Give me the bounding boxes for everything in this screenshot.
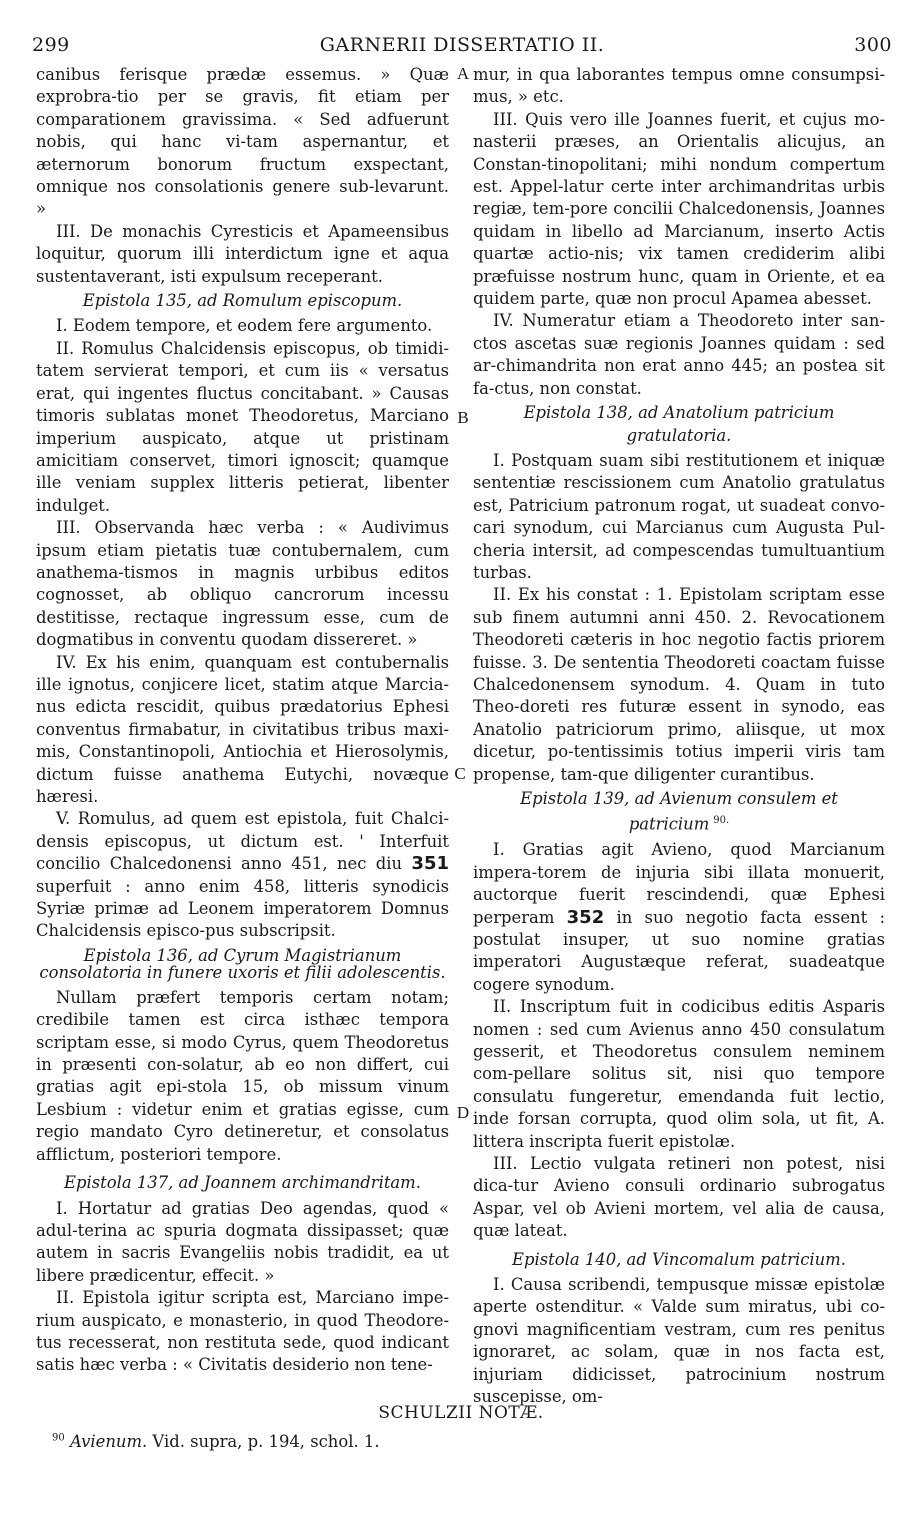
bracket-page-number: 352 — [566, 906, 605, 928]
epistola-heading: Epistola 137, ad Joannem archimandritam. — [64, 1173, 421, 1193]
page-number-right: 300 — [854, 34, 892, 56]
page-number-left: 299 — [32, 34, 70, 56]
bracket-page-number: 351 — [411, 853, 449, 875]
paragraph: I. Causa scribendi, tempusque missæ epistolæ aperte ostenditur. « Valde sum miratus, ubi co-gnovi magnificentiam vestram, cum res penitus ignoraret, ac solam, quæ in nos facta est, injuriam didicisset, patrocinium nostrum suscepisse, om- — [473, 1275, 885, 1407]
epistola-heading: Epistola 136, ad Cyrum Magistrianum consolatoria in funere uxoris et filii adolescentis. — [39, 945, 446, 982]
heading-text: Epistola 139, ad Avienum consulem et patricium — [520, 789, 838, 834]
paragraph: I. Eodem tempore, et eodem fere argumento. — [56, 316, 433, 336]
paragraph — [36, 808, 449, 942]
footnote-text: Vid. supra, p. 194, schol. 1. — [147, 1432, 380, 1451]
paragraph: II. Epistola igitur scripta est, Marciano impe-rium auspicato, e monasterio, in quod Theodore-tus recesserat, non restituta sede, quod indicant satis hæc verba : « Civitatis desiderio non tene- — [36, 1288, 449, 1375]
footnotes-title: SCHULZII NOTÆ. — [378, 1403, 544, 1423]
paragraph: III. Lectio vulgata retineri non potest, nisi dica-tur Avieno consuli ordinario subrogatus Aspar, vel ob Avieni mortem, vel alia de causa, quæ lateat. — [473, 1153, 885, 1241]
paragraph: III. Observanda hæc verba : « Audivimus ipsum etiam pietatis tuæ contubernalem, cum anathema-tismos in magnis urbibus editos cognosset, ab obliquo cancrorum incessu destitisse, rectaque ingressum esse, cum de dogmatibus in conventu quodam dissereret. » — [36, 518, 449, 650]
paragraph: canibus ferisque prædæ essemus. » Quæ exprobra-tio per se gravis, fit etiam per comparationem gravissima. « Sed adfuerunt nobis, qui hanc vi-tam aspernantur, et æternorum bonorum fructum exspectant, omnique nos consolationis genere sub-levarunt. » — [36, 65, 449, 219]
paragraph: II. Romulus Chalcidensis episcopus, ob timidi-tatem servierat tempori, et cum iis « versatus erat, qui ingentes fluctus concitabant. » Causas timoris sublatas monet Theodoretus, Marciano imperium auspicato, atque ut pristinam amicitiam conservet, timori ignoscit; quamque ille veniam supplex litteris petierat, libenter indulget. — [36, 338, 449, 515]
paragraph: IV. Numeratur etiam a Theodoreto inter san-ctos ascetas suæ regionis Joannes quidam : sed ar-chimandrita non erat anno 445; an postea sit fa-ctus, non constat. — [473, 311, 885, 398]
paragraph-text: V. Romulus, ad quem est epistola, fuit Chalci-densis episcopus, ut dictum est. ' Interfuit concilio Chalcedonensi anno 451, nec diu — [36, 809, 449, 874]
right-column — [473, 64, 885, 1408]
epistola-heading: Epistola 135, ad Romulum episcopum. — [82, 291, 403, 311]
footnote-ref: 90. — [713, 815, 730, 827]
paragraph-text: superfuit : anno enim 458, litteris synodicis Syriæ primæ ad Leonem imperatorem Domnus Chalcidensis episco-pus subscripsit. — [36, 876, 449, 941]
paragraph: II. Inscriptum fuit in codicibus editis Asparis nomen : sed cum Avienus anno 450 consulatum gesserit, et Theodoretus consulem neminem com-pellare solitus sit, nisi quo tempore consulatu fungeretur, emendanda fuit lectio, inde forsan corrupta, quod olim sola, ut fit, A. littera inscripta fuerit epistolæ. — [473, 997, 885, 1151]
footnote-number: 90 — [52, 1432, 65, 1444]
epistola-heading: Epistola 138, ad Anatolium patricium gratulatoria. — [523, 403, 835, 445]
margin-letter-b: B — [457, 408, 469, 427]
margin-letter-d: D — [456, 1103, 470, 1122]
running-title: GARNERII DISSERTATIO II. — [319, 34, 605, 56]
paragraph: IV. Ex his enim, quanquam est contubernalis ille ignotus, conjicere licet, statim atque Marcia-nus edicta rescidit, quibus prædatorius Ephesi conventus firmabatur, in civitatibus tribus maxi-mis, Constantinopoli, Antiochia et Hierosolymis, dictum fuisse anathema Eutychi, novæque hæresi. — [36, 652, 449, 806]
paragraph: mur, in qua laborantes tempus omne consumpsi-mus, » etc. — [473, 65, 885, 107]
footnote-name: Avienum. — [69, 1432, 148, 1451]
paragraph: Nullam præfert temporis certam notam; credibile tamen est circa isthæc tempora scriptam esse, si modo Cyrus, quem Theodoretus in præsenti con-solatur, ab eo non differt, cui gratias agit epi-stola 15, ob missum vinum Lesbium : videtur enim et gratias egisse, cum regio mandato Cyro detineretur, et consolatus afflictum, posteriori tempore. — [36, 987, 449, 1164]
footnote — [52, 1432, 380, 1451]
paragraph: III. De monachis Cyresticis et Apameensibus loquitur, quorum illi interdictum igne et aqua sustentaverant, isti expulsum receperant. — [36, 221, 449, 286]
margin-letter-c: C — [454, 764, 466, 783]
paragraph: I. Postquam suam sibi restitutionem et iniquæ sententiæ rescissionem cum Anatolio gratulatus est, Patricium patronum rogat, ut suadeat convo-cari synodum, cui Marcianus cum Augusta Pul-cheria intersit, ad compescendas tumultuantium turbas. — [473, 450, 885, 582]
paragraph: III. Quis vero ille Joannes fuerit, et cujus mo-nasterii præses, an Orientalis alicujus, an Constan-tinopolitani; mihi nondum compertum est. Appel-latur certe inter archimandritas urbis regiæ, tem-pore concilii Chalcedonensis, Joannes quidam in libello ad Marcianum, inserto Actis quartæ actio-nis; vix tamen crediderim alibi præfuisse nostrum hunc, quam in Oriente, et ea quidem parte, quæ non procul Apamea abesset. — [473, 109, 885, 309]
paragraph-text: I. Gratias agit Avieno, quod Marcianum impera-torem de injuria sibi illata monuerit, auctorque fuerit rescindendi, quæ Ephesi perperam — [473, 840, 885, 927]
paragraph: I. Hortatur ad gratias Deo agendas, quod « adul-terina ac spuria dogmata dissipasset; quæ autem in sacris Evangeliis nobis tradidit, ea ut libere prædicentur, effecit. » — [36, 1198, 449, 1285]
epistola-heading — [473, 788, 885, 836]
page-header — [32, 34, 892, 60]
paragraph — [473, 839, 885, 996]
margin-letter-a: A — [456, 64, 470, 83]
epistola-heading: Epistola 140, ad Vincomalum patricium. — [512, 1249, 846, 1269]
paragraph: II. Ex his constat : 1. Epistolam scriptam esse sub finem autumni anni 450. 2. Revocationem Theodoreti cæteris in hoc negotio factis priorem fuisse. 3. De sententia Theodoreti coactam fuisse Chalcedonensem synodum. 4. Quam in tuto Theo-doreti res futuræ essent in synodo, eas Anatolio patriciorum primo, aliisque, ut mox dicetur, po-tentissimis totius imperii viris tam propense, tam-que diligenter curantibus. — [473, 585, 885, 784]
paragraph-text: in suo negotio facta essent : postulat insuper, ut suo nomine gratias imperatori Augustæque referat, suadeatque cogere synodum. — [473, 907, 885, 994]
left-column — [36, 64, 449, 1377]
